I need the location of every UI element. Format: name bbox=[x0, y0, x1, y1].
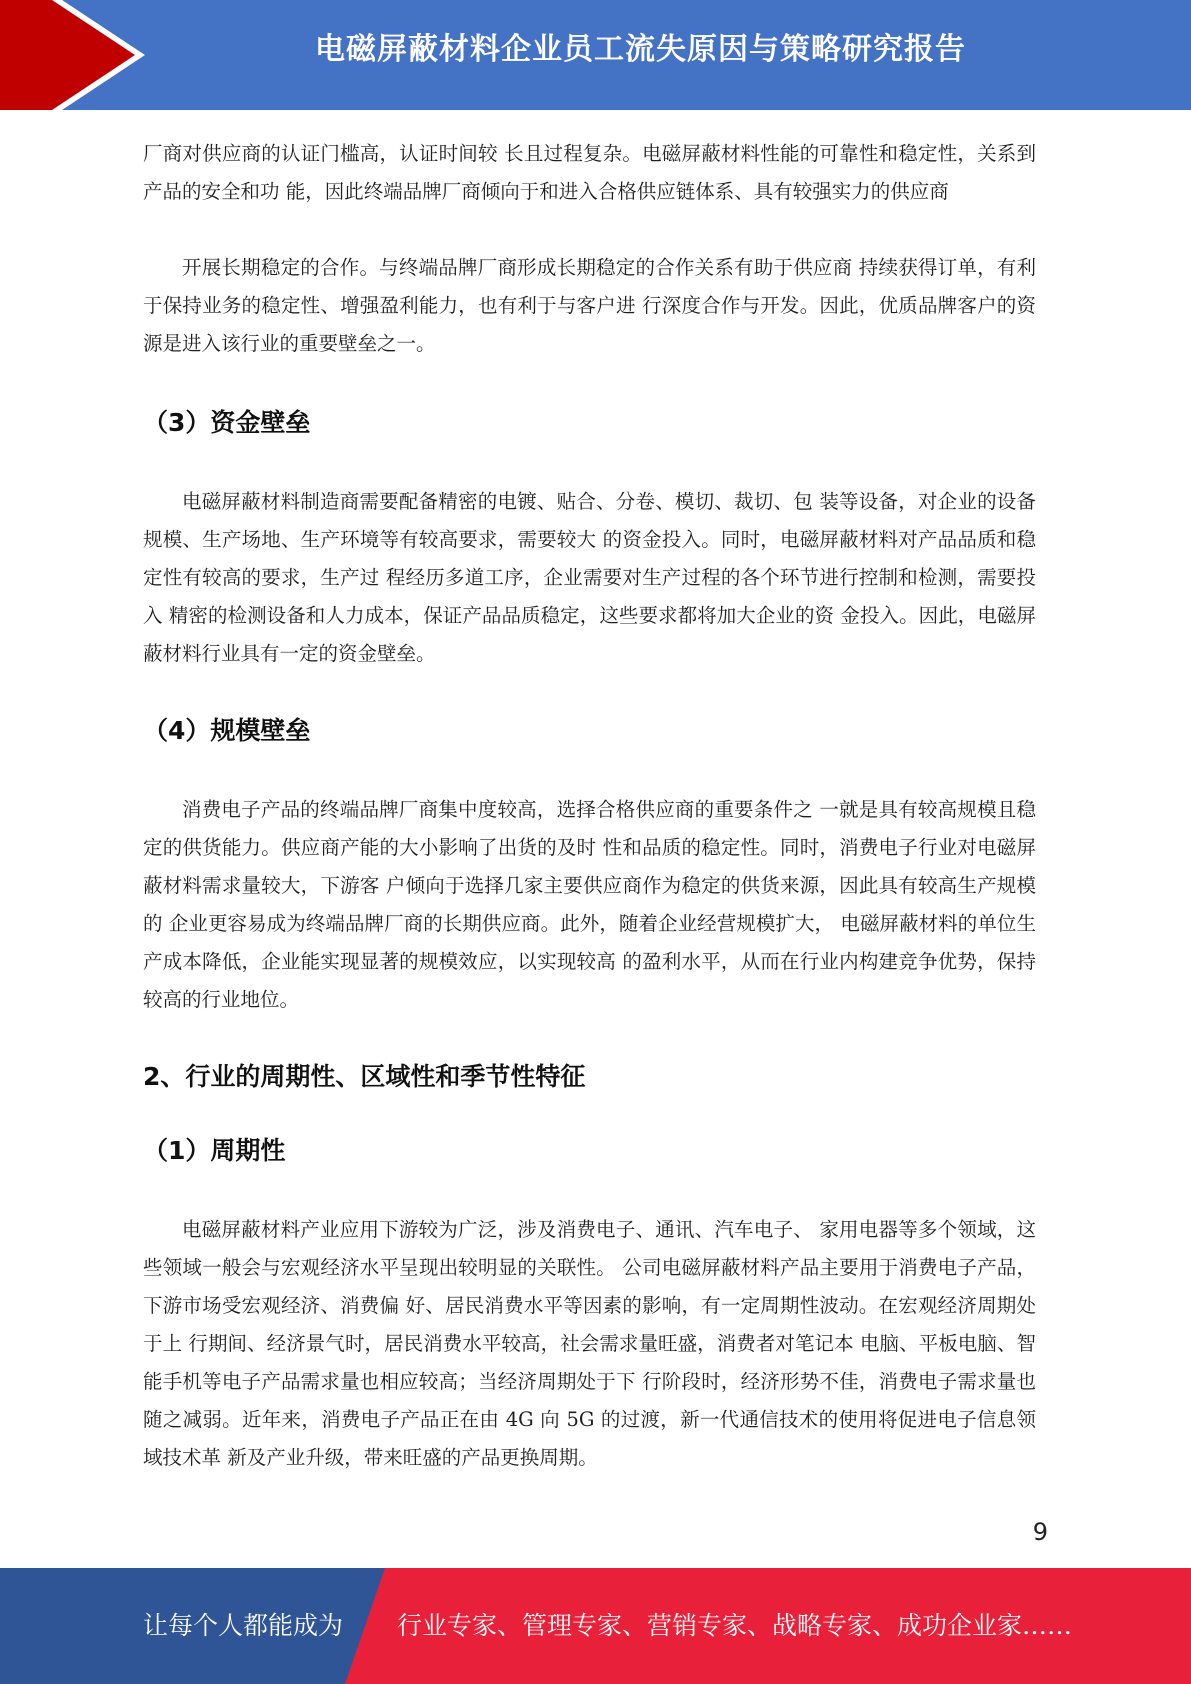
heading-capital-barrier: （3）资金壁垒 bbox=[143, 408, 311, 437]
paragraph-long-term-cooperation: 开展长期稳定的合作。与终端品牌厂商形成长期稳定的合作关系有助于供应商 持续获得订单，有利于保持业务的稳定性、增强盈利能力，也有利于与客户进 行深度合作与开发。因此，优质品牌客户的资源是进入该行业的重要壁垒之一。 bbox=[143, 256, 1036, 355]
paragraph-supplier-certification: 厂商对供应商的认证门槛高，认证时间较 长且过程复杂。电磁屏蔽材料性能的可靠性和稳定性，关系到产品的安全和功 能，因此终端品牌厂商倾向于和进入合格供应链体系、具有较强实力的供应商 bbox=[143, 142, 1036, 203]
page-content bbox=[143, 135, 1036, 1477]
heading-cyclicality: （1）周期性 bbox=[143, 1136, 286, 1165]
page-footer bbox=[0, 1568, 1191, 1684]
paragraph-scale-barrier: 消费电子产品的终端品牌厂商集中度较高，选择合格供应商的重要条件之 一就是具有较高规模且稳定的供货能力。供应商产能的大小影响了出货的及时 性和品质的稳定性。同时，消费电子行业对电磁屏蔽材料需求量较大，下游客 户倾向于选择几家主要供应商作为稳定的供货来源，因此具有较高生产规模的 企业更容易成为终端品牌厂商的长期供应商。此外，随着企业经营规模扩大， 电磁屏蔽材料的单位生产成本降低，企业能实现显著的规模效应，以实现较高 的盈利水平，从而在行业内构建竞争优势，保持较高的行业地位。 bbox=[143, 798, 1036, 1011]
page-header bbox=[0, 0, 1191, 110]
section-heading-industry-characteristics: 2、行业的周期性、区域性和季节性特征 bbox=[143, 1062, 586, 1091]
footer-slogan-right: 行业专家、管理专家、营销专家、战略专家、成功企业家…… bbox=[397, 1611, 1073, 1640]
report-title: 电磁屏蔽材料企业员工流失原因与策略研究报告 bbox=[315, 32, 966, 67]
footer-slogan-left: 让每个人都能成为 bbox=[143, 1611, 344, 1640]
heading-scale-barrier: （4）规模壁垒 bbox=[143, 716, 311, 745]
header-chevron-icon bbox=[0, 0, 160, 110]
page-number: 9 bbox=[1032, 1518, 1048, 1546]
paragraph-cyclicality: 电磁屏蔽材料产业应用下游较为广泛，涉及消费电子、通讯、汽车电子、 家用电器等多个领域，这些领域一般会与宏观经济水平呈现出较明显的关联性。 公司电磁屏蔽材料产品主要用于消费电子产品，下游市场受宏观经济、消费偏 好、居民消费水平等因素的影响，有一定周期性波动。在宏观经济周期处于上 行期间、经济景气时，居民消费水平较高，社会需求量旺盛，消费者对笔记本 电脑、平板电脑、智能手机等电子产品需求量也相应较高；当经济周期处于下 行阶段时，经济形势不佳，消费电子需求量也随之减弱。近年来，消费电子产品正在由 4G 向 5G 的过渡，新一代通信技术的使用将促进电子信息领域技术革 新及产业升级，带来旺盛的产品更换周期。 bbox=[143, 1218, 1036, 1469]
paragraph-capital-barrier: 电磁屏蔽材料制造商需要配备精密的电镀、贴合、分卷、模切、裁切、包 装等设备，对企业的设备规模、生产场地、生产环境等有较高要求，需要较大 的资金投入。同时，电磁屏蔽材料对产品品质和稳定性有较高的要求，生产过 程经历多道工序，企业需要对生产过程的各个环节进行控制和检测，需要投入 精密的检测设备和人力成本，保证产品品质稳定，这些要求都将加大企业的资 金投入。因此，电磁屏蔽材料行业具有一定的资金壁垒。 bbox=[143, 490, 1036, 665]
